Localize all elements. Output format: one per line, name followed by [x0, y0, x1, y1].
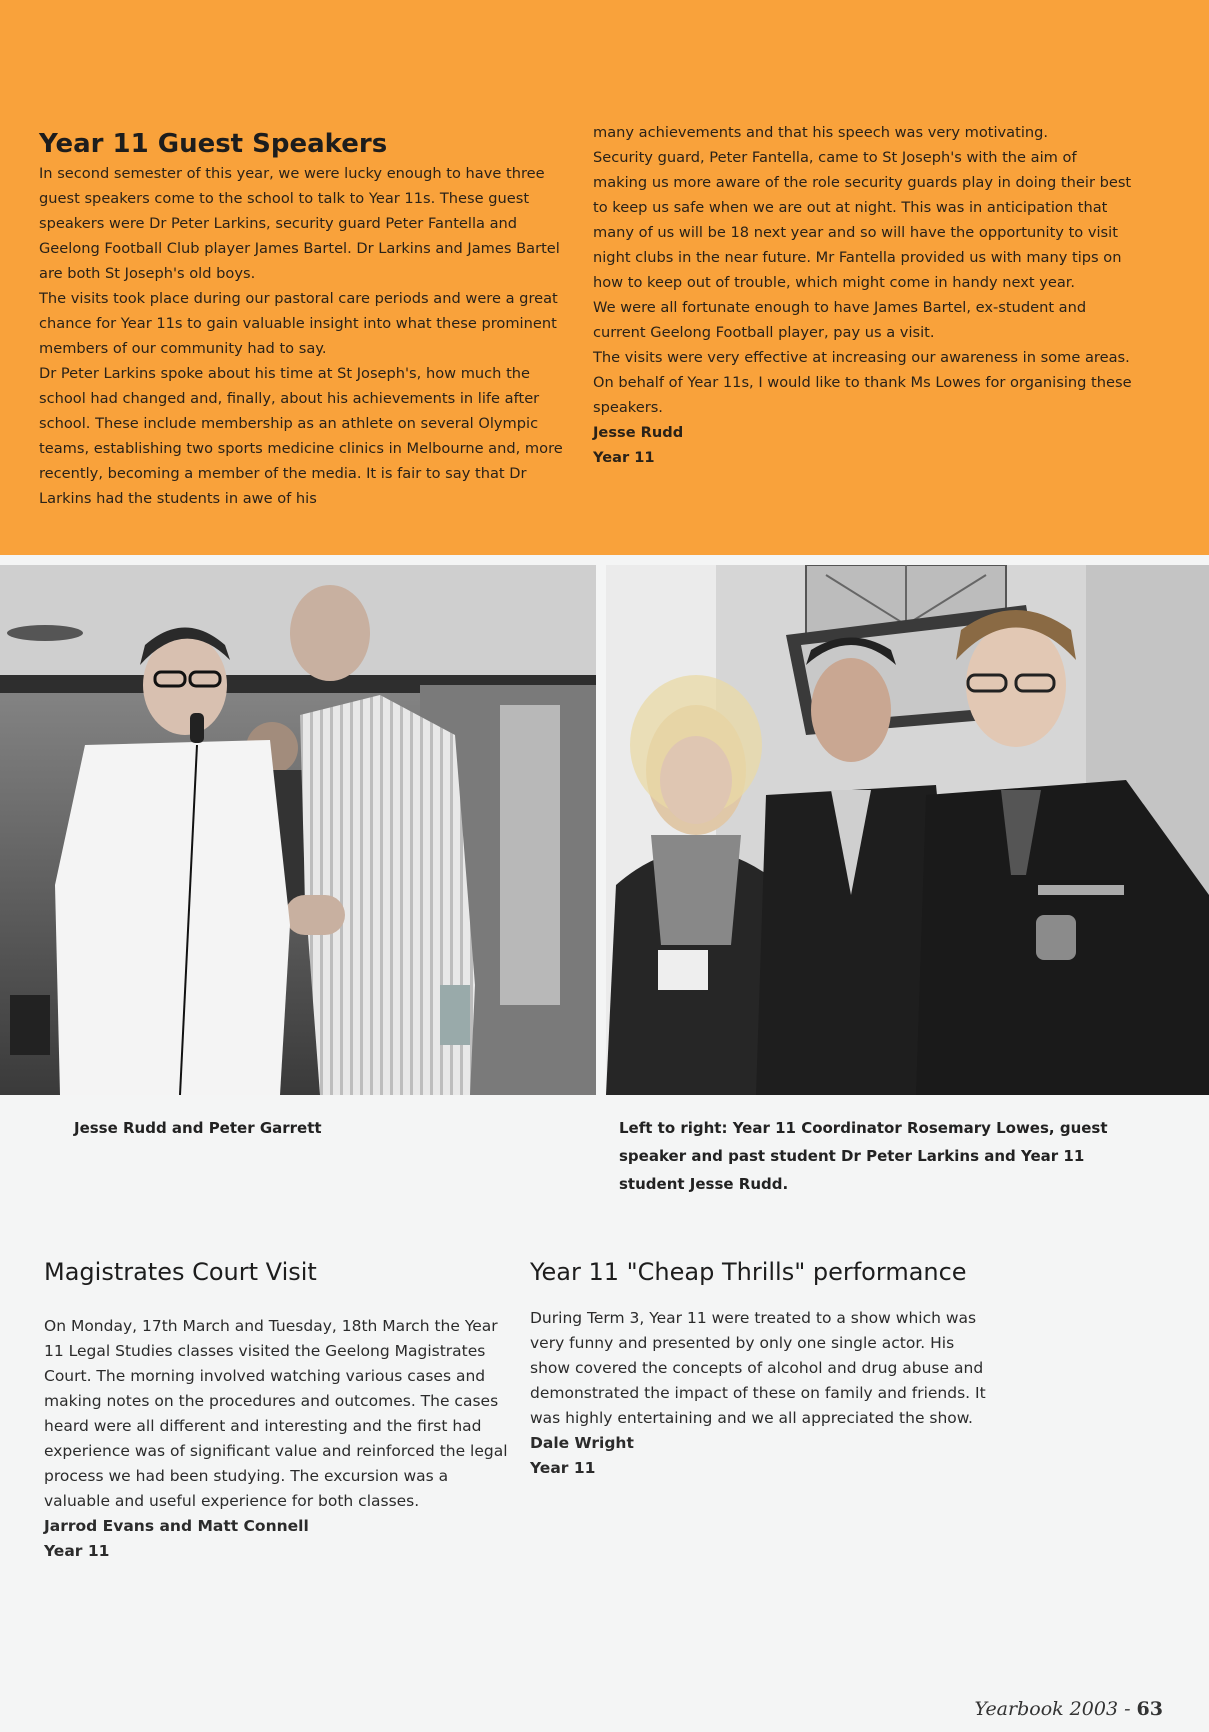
left-photo-caption: Jesse Rudd and Peter Garrett [74, 1119, 322, 1137]
right-photo-caption: Left to right: Year 11 Coordinator Rosemary Lowes, guest speaker and past student Dr Peter Larkins and Year 11 student Jesse Rudd. [619, 1119, 1108, 1193]
page-footer [975, 1698, 1163, 1720]
guest-speakers-author-year: Year 11 [593, 449, 655, 466]
photo-right-image [606, 565, 1209, 1095]
guest-speakers-author: Jesse Rudd [593, 424, 684, 441]
cheap-thrills-body: During Term 3, Year 11 were treated to a show which was very funny and presented by only one single actor. His show covered the concepts of alcohol and drug abuse and demonstrated the impact of these on family and friends. It was highly entertaining and we all appreciated the show. [530, 1309, 986, 1427]
cheap-thrills-author-year: Year 11 [530, 1459, 596, 1477]
guest-speakers-paragraph: The visits were very effective at increasing our awareness in some areas. On behalf of Year 11s, I would like to thank Ms Lowes for organising these speakers. [593, 349, 1132, 416]
guest-speakers-paragraph: The visits took place during our pastoral care periods and were a great chance for Year 11s to gain valuable insight into what these prominent members of our community had to say. [39, 290, 558, 357]
guest-speakers-column-2 [593, 120, 1133, 470]
photo-left-image [0, 565, 596, 1095]
magistrates-court-article [44, 1258, 514, 1564]
photo-rosemary-lowes-peter-larkins-jesse-rudd [606, 565, 1209, 1095]
guest-speakers-paragraph: Dr Peter Larkins spoke about his time at St Joseph's, how much the school had changed and, finally, about his achievements in life after school. These include membership as an athlete on several Olympic teams, establishing two sports medicine clinics in Melbourne and, more recently, becoming a member of the media. It is fair to say that Dr Larkins had the students in awe of his [39, 365, 563, 507]
photo-jesse-rudd-peter-garrett [0, 565, 596, 1095]
magistrates-court-title: Magistrates Court Visit [44, 1258, 317, 1286]
guest-speakers-paragraph: many achievements and that his speech was very motivating. [593, 124, 1049, 141]
guest-speakers-column-1 [39, 127, 569, 511]
magistrates-court-author-year: Year 11 [44, 1542, 110, 1560]
page-number: 63 [1136, 1698, 1163, 1720]
cheap-thrills-title: Year 11 "Cheap Thrills" performance [530, 1258, 967, 1286]
cheap-thrills-article [530, 1258, 990, 1481]
magistrates-court-body: On Monday, 17th March and Tuesday, 18th March the Year 11 Legal Studies classes visited the Geelong Magistrates Court. The morning involved watching various cases and making notes on the procedures and outcomes. The cases heard were all different and interesting and the first had experience was of significant value and reinforced the legal process we had been studying. The excursion was a valuable and useful experience for both classes. [44, 1317, 508, 1510]
cheap-thrills-author: Dale Wright [530, 1434, 634, 1452]
guest-speakers-paragraph: Security guard, Peter Fantella, came to St Joseph's with the aim of making us more aware of the role security guards play in doing their best to keep us safe when we are out at night. This was in anticipation that many of us will be 18 next year and so will have the opportunity to visit night clubs in the near future. Mr Fantella provided us with many tips on how to keep out of trouble, which might come in handy next year. [593, 149, 1132, 291]
guest-speakers-paragraph: In second semester of this year, we were lucky enough to have three guest speakers come to the school to talk to Year 11s. These guest speakers were Dr Peter Larkins, security guard Peter Fantella and Geelong Football Club player James Bartel. Dr Larkins and James Bartel are both St Joseph's old boys. [39, 165, 560, 282]
guest-speakers-title: Year 11 Guest Speakers [39, 129, 388, 159]
magistrates-court-author: Jarrod Evans and Matt Connell [44, 1517, 309, 1535]
guest-speakers-paragraph: We were all fortunate enough to have James Bartel, ex-student and current Geelong Football player, pay us a visit. [593, 299, 1087, 341]
footer-publication: Yearbook 2003 - [974, 1698, 1131, 1720]
